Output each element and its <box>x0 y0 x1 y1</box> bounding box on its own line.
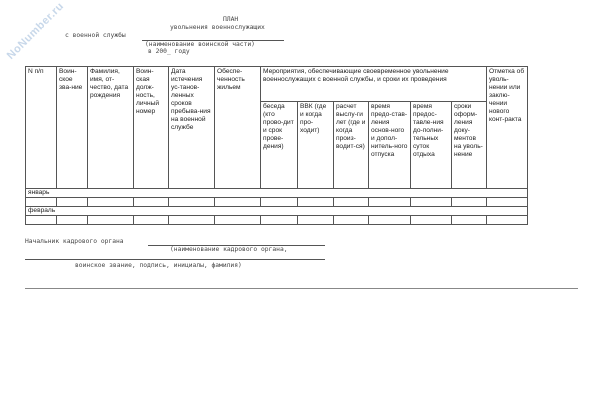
month-row: январь <box>26 189 528 198</box>
col-num: N п/п <box>26 67 57 189</box>
col-mark: Отметка об уволь-нении или заклю-чении нового конт-ракта <box>487 67 528 189</box>
signature-line-2 <box>25 259 325 260</box>
col-service: расчет выслу-ги лет (где и когда произ-водит-ся) <box>334 102 369 189</box>
doc-subtitle: увольнения военнослужащих <box>170 24 265 31</box>
col-measures: Мероприятия, обеспечивающие своевременное увольнение военнослужащих с военной службы, и сроки их проведения <box>261 67 487 102</box>
col-position: Воин-ская долж-ность, личный номер <box>134 67 169 189</box>
col-vvk: ВВК (где и когда про-ходит) <box>298 102 334 189</box>
unit-hint: (наименование воинской части) <box>145 41 255 48</box>
signature-hint-1: (наименование кадрового органа, <box>170 246 288 253</box>
doc-title: ПЛАН <box>223 16 239 23</box>
col-name: Фамилия, имя, от-чество, дата рождения <box>88 67 134 189</box>
watermark: NoNumber.ru <box>4 0 67 62</box>
bottom-rule <box>25 288 578 289</box>
signature-label: Начальник кадрового органа <box>25 238 124 245</box>
doc-subtitle-2: с военной службы <box>65 32 126 39</box>
signature-hint-2: воинское звание, подпись, инициалы, фамилия) <box>75 262 242 269</box>
col-rank: Воин-ское зва-ние <box>57 67 88 189</box>
plan-table <box>25 66 528 225</box>
col-docs: сроки оформ-ления доку-ментов на уволь-нение <box>452 102 487 189</box>
table-row <box>26 198 528 207</box>
col-term: Дата истечения ус-танов-ленных сроков пребыва-ния на военной службе <box>169 67 215 189</box>
col-rest: время предос-тавле-ния до-полни-тельных суток отдыха <box>411 102 452 189</box>
doc-year: в 200_ году <box>148 48 190 55</box>
table-row <box>26 216 528 225</box>
col-talk: беседа (кто прово-дит и срок прове-дения) <box>261 102 298 189</box>
month-row: февраль <box>26 207 528 216</box>
col-housing: Обеспе-ченность жильем <box>215 67 261 189</box>
col-leave: время предо-став-ления основ-ного и допол-нитель-ного отпуска <box>369 102 411 189</box>
